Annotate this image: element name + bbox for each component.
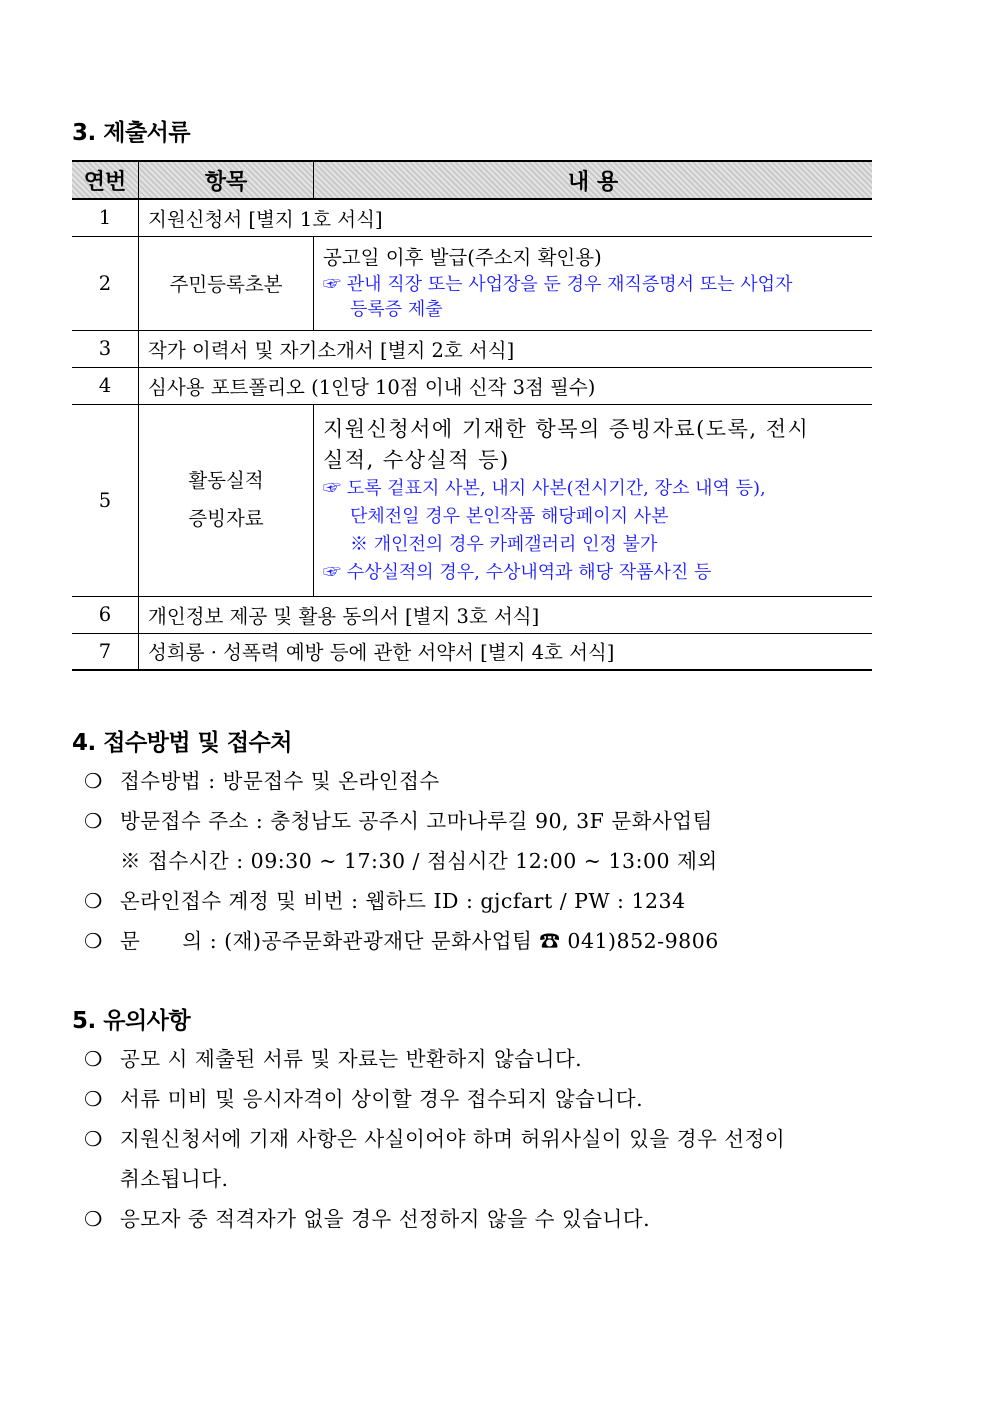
table-header-row: [72, 161, 872, 199]
row-number: 7: [72, 633, 139, 670]
content-main: 지원신청서에 기재한 항목의 증빙자료(도록, 전시: [323, 417, 810, 441]
row-content: 심사용 포트폴리오 (1인당 10점 이내 신작 3점 필수): [139, 367, 873, 404]
bullet-icon: ❍: [84, 1047, 103, 1071]
list-item: ❍ 방문접수 주소 : 충청남도 공주시 고마나루길 90, 3F 문화사업팀: [84, 809, 713, 833]
content-note: ☞ 관내 직장 또는 사업장을 둔 경우 재직증명서 또는 사업자: [323, 274, 793, 295]
table-row: [72, 596, 872, 633]
bullet-icon: ❍: [84, 1127, 103, 1151]
row-number: 3: [72, 330, 139, 367]
list-item: ❍ 접수방법 : 방문접수 및 온라인접수: [84, 769, 440, 793]
header-number: 연번: [72, 161, 139, 199]
table-row: [72, 367, 872, 404]
content-note: 단체전일 경우 본인작품 해당페이지 사본: [350, 506, 669, 527]
bullet-icon: ❍: [84, 1207, 103, 1231]
table-row: [72, 330, 872, 367]
content-note: ※ 개인전의 경우 카페갤러리 인정 불가: [350, 534, 658, 555]
table-row: [72, 633, 872, 670]
section-4-title: 4. 접수방법 및 접수처: [72, 730, 293, 756]
row-content: 성희롱 · 성폭력 예방 등에 관한 서약서 [별지 4호 서식]: [139, 633, 873, 670]
content-note: ☞ 수상실적의 경우, 수상내역과 해당 작품사진 등: [323, 562, 712, 583]
content-main: 실적, 수상실적 등): [323, 448, 510, 472]
content-main: 공고일 이후 발급(주소지 확인용): [323, 246, 602, 269]
row-content: 지원신청서 [별지 1호 서식]: [139, 199, 873, 236]
list-item: ❍ 공모 시 제출된 서류 및 자료는 반환하지 않습니다.: [84, 1047, 583, 1071]
row-item-line: 활동실적: [188, 469, 264, 492]
list-item: ❍ 온라인접수 계정 및 비번 : 웹하드 ID : gjcfart / PW : 1234: [84, 889, 686, 913]
row-number: 1: [72, 199, 139, 236]
row-item: [139, 404, 314, 596]
list-item: ❍ 서류 미비 및 응시자격이 상이할 경우 접수되지 않습니다.: [84, 1087, 644, 1111]
table-row: [72, 199, 872, 236]
row-number: 6: [72, 596, 139, 633]
content-note: 등록증 제출: [350, 299, 443, 320]
bullet-icon: ❍: [84, 769, 103, 793]
section-5-title: 5. 유의사항: [72, 1008, 191, 1034]
row-number: 5: [72, 404, 139, 596]
list-item: ❍ 문 의 : (재)공주문화관광재단 문화사업팀 ☎ 041)852-9806: [84, 929, 719, 953]
row-content: 작가 이력서 및 자기소개서 [별지 2호 서식]: [139, 330, 873, 367]
row-item: 주민등록초본: [139, 236, 314, 330]
list-item: ※ 접수시간 : 09:30 ~ 17:30 / 점심시간 12:00 ~ 13:00 제외: [120, 849, 718, 873]
bullet-icon: ❍: [84, 889, 103, 913]
header-content: 내 용: [314, 161, 873, 199]
list-item: ❍ 지원신청서에 기재 사항은 사실이어야 하며 허위사실이 있을 경우 선정이: [84, 1127, 786, 1151]
header-item: 항목: [139, 161, 314, 199]
table-row: [72, 404, 872, 596]
row-number: 4: [72, 367, 139, 404]
row-content: [314, 404, 873, 596]
row-number: 2: [72, 236, 139, 330]
bullet-icon: ❍: [84, 929, 103, 953]
row-content: 개인정보 제공 및 활용 동의서 [별지 3호 서식]: [139, 596, 873, 633]
bullet-icon: ❍: [84, 809, 103, 833]
row-content: [314, 236, 873, 330]
table-row: [72, 236, 872, 330]
list-item: ❍ 응모자 중 적격자가 없을 경우 선정하지 않을 수 있습니다.: [84, 1207, 651, 1231]
list-item: 취소됩니다.: [120, 1167, 229, 1191]
content-note: ☞ 도록 겉표지 사본, 내지 사본(전시기간, 장소 내역 등),: [323, 478, 766, 499]
section-3-title: 3. 제출서류: [72, 120, 191, 146]
documents-table: [72, 160, 872, 671]
bullet-icon: ❍: [84, 1087, 103, 1111]
row-item-line: 증빙자료: [188, 507, 264, 530]
